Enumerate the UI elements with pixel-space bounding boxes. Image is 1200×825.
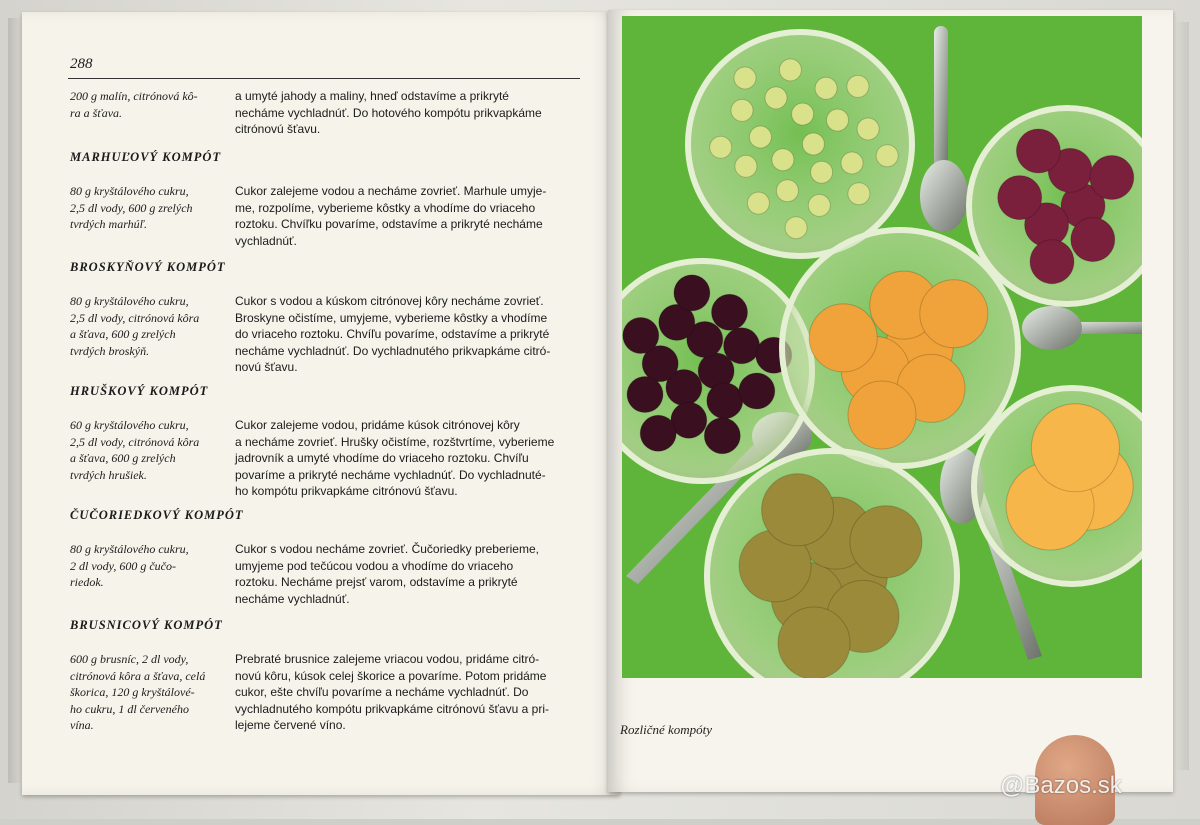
recipe-method — [235, 183, 580, 249]
method-line: novú šťavu. — [235, 360, 298, 374]
fruit-piece — [674, 275, 710, 311]
ingredient-line: riedok. — [70, 575, 104, 589]
fruit-piece — [724, 328, 760, 364]
fruit-piece — [640, 415, 676, 451]
method-line: Prebraté brusnice zalejeme vriacou vodou, pridáme citró- — [235, 652, 540, 666]
fruit-piece — [704, 418, 740, 454]
method-line: citrónovú šťavu. — [235, 122, 321, 136]
method-line: necháme vychladnúť. — [235, 591, 350, 606]
ingredient-line: ra a šťava. — [70, 105, 123, 120]
recipe-title: ČUČORIEDKOVÝ KOMPÓT — [70, 508, 244, 522]
ingredient-line: tvrdých broskýň. — [70, 343, 150, 358]
ingredient-line: škorica, 120 g kryštálové- — [70, 685, 195, 699]
recipe-ingredients — [70, 183, 220, 233]
ingredient-line: 80 g kryštálového cukru, — [70, 184, 189, 198]
fruit-piece — [811, 161, 833, 183]
fruit-piece — [765, 87, 787, 109]
method-line: necháme vychladnúť. Do hotového kompótu prikvapkáme — [235, 105, 542, 120]
method-line: Cukor zalejeme vodou, pridáme kúsok citrónovej kôry — [235, 418, 520, 432]
recipe-method — [235, 293, 580, 376]
method-line: a umyté jahody a maliny, hneď odstavíme a prikryté — [235, 89, 509, 103]
fruit-piece — [731, 99, 753, 121]
fruit-piece — [920, 280, 988, 348]
method-line: ho kompótu prikvapkáme citrónovú šťavu. — [235, 484, 458, 498]
method-line: vychladnúť. — [235, 233, 297, 248]
method-line: jadrovník a umyté vhodíme do vriaceho roztoku. Chvíľu — [235, 451, 529, 465]
page-number: 288 — [70, 56, 93, 72]
fruit-piece — [772, 149, 794, 171]
fruit-piece — [785, 217, 807, 239]
fruit-piece — [827, 109, 849, 131]
method-line: me, rozpolíme, vyberieme kôstky a vhodíme do vriaceho — [235, 200, 536, 215]
fruit-piece — [712, 294, 748, 330]
header-rule — [68, 78, 580, 79]
method-line: roztoku. Necháme prejsť varom, odstavíme a prikryté — [235, 575, 518, 589]
fruit-piece — [1071, 218, 1115, 262]
recipe-method — [235, 541, 580, 607]
fruit-piece — [623, 318, 659, 354]
method-line: do vriaceho roztoku. Chvíľu povaríme, odstavíme a prikryté — [235, 327, 550, 341]
recipe-title: HRUŠKOVÝ KOMPÓT — [70, 384, 209, 398]
fruit-piece — [847, 75, 869, 97]
fruit-piece — [739, 373, 775, 409]
fruit-piece — [778, 607, 850, 678]
fruit-piece — [747, 192, 769, 214]
apricots-bowl — [782, 230, 1018, 466]
peaches-bowl — [974, 388, 1142, 584]
fruit-piece — [734, 67, 756, 89]
method-line: umyjeme pod tečúcou vodou a vhodíme do vriaceho — [235, 558, 514, 573]
greengage-bowl — [707, 451, 957, 678]
ingredient-line: citrónová kôra a šťava, celá — [70, 668, 206, 683]
ingredient-line: 2 dl vody, 600 g čučo- — [70, 558, 176, 573]
fruit-piece — [627, 377, 663, 413]
method-line: roztoku. Chvíľku povaríme, odstavíme a prikryté necháme — [235, 217, 543, 231]
intro-ingredients — [70, 88, 220, 121]
fruit-piece — [815, 77, 837, 99]
fruit-piece — [809, 304, 877, 372]
ingredient-line: 60 g kryštálového cukru, — [70, 418, 189, 432]
fruit-piece — [735, 155, 757, 177]
ingredient-line: 2,5 dl vody, citrónová kôra — [70, 310, 200, 325]
ingredient-line: vína. — [70, 718, 94, 732]
method-line: cukor, ešte chvíľu povaríme a necháme vychladnúť. Do — [235, 685, 529, 699]
fruit-piece — [850, 506, 922, 578]
fruit-piece — [1090, 156, 1134, 200]
method-line: Broskyne očistíme, umyjeme, vyberieme kôstky a vhodíme — [235, 310, 548, 325]
compote-illustration — [622, 16, 1142, 678]
method-line: Cukor s vodou necháme zovrieť. Čučoriedky preberieme, — [235, 542, 539, 556]
recipe-ingredients — [70, 651, 220, 734]
ingredient-line: 80 g kryštálového cukru, — [70, 294, 189, 308]
recipe-ingredients — [70, 417, 220, 483]
fruit-piece — [857, 118, 879, 140]
fruit-piece — [848, 381, 916, 449]
recipe-method — [235, 651, 580, 734]
fruit-piece — [848, 183, 870, 205]
method-line: lejeme červené víno. — [235, 718, 346, 732]
recipe-title: BROSKYŇOVÝ KOMPÓT — [70, 260, 226, 274]
method-line: povaríme a prikryté necháme vychladnúť. Do vychladnuté- — [235, 467, 546, 482]
method-line: Cukor s vodou a kúskom citrónovej kôry necháme zovrieť. — [235, 294, 544, 308]
recipe-title: MARHUĽOVÝ KOMPÓT — [70, 150, 222, 164]
ingredient-line: a šťava, 600 g zrelých — [70, 451, 176, 465]
fruit-piece — [776, 180, 798, 202]
recipe-title: BRUSNICOVÝ KOMPÓT — [70, 618, 223, 632]
ingredient-line: tvrdých marhúľ. — [70, 217, 148, 231]
ingredient-line: 2,5 dl vody, 600 g zrelých — [70, 200, 193, 215]
ingredient-line: 600 g brusníc, 2 dl vody, — [70, 652, 189, 666]
ingredient-line: 2,5 dl vody, citrónová kôra — [70, 434, 200, 449]
fruit-piece — [710, 136, 732, 158]
ingredient-line: tvrdých hrušiek. — [70, 467, 147, 482]
ingredient-line: 200 g malín, citrónová kô- — [70, 89, 198, 103]
ingredient-line: ho cukru, 1 dl červeného — [70, 701, 189, 716]
method-line: a necháme zovrieť. Hrušky očistíme, rozštvrtíme, vyberieme — [235, 434, 555, 449]
fruit-piece — [808, 194, 830, 216]
method-line: necháme vychladnúť. Do vychladnutého prikvapkáme citró- — [235, 343, 551, 358]
fruit-piece — [1031, 404, 1119, 492]
watermark: @Bazos.sk — [1000, 772, 1122, 799]
fruit-piece — [707, 383, 743, 419]
fruit-piece — [998, 176, 1042, 220]
gooseberries-bowl — [688, 32, 912, 256]
fruit-piece — [762, 474, 834, 546]
recipe-ingredients — [70, 293, 220, 359]
fruit-piece — [779, 59, 801, 81]
photo-caption: Rozličné kompóty — [620, 722, 713, 737]
fruit-piece — [1016, 129, 1060, 173]
recipe-ingredients — [70, 541, 220, 591]
ingredient-line: 80 g kryštálového cukru, — [70, 542, 189, 556]
ingredient-line: a šťava, 600 g zrelých — [70, 327, 176, 341]
fruit-piece — [802, 133, 824, 155]
compote-photo — [622, 16, 1142, 678]
fruit-piece — [749, 126, 771, 148]
fruit-piece — [792, 103, 814, 125]
intro-method — [235, 88, 580, 138]
fruit-piece — [1030, 240, 1074, 284]
recipe-method — [235, 417, 580, 500]
method-line: vychladnutého kompótu prikvapkáme citrónovú šťavu a pri- — [235, 701, 549, 716]
method-line: Cukor zalejeme vodou a necháme zovrieť. Marhule umyje- — [235, 184, 547, 198]
fruit-piece — [876, 145, 898, 167]
method-line: novú kôru, kúsok celej škorice a povaríme. Potom pridáme — [235, 668, 547, 683]
fruit-piece — [841, 152, 863, 174]
